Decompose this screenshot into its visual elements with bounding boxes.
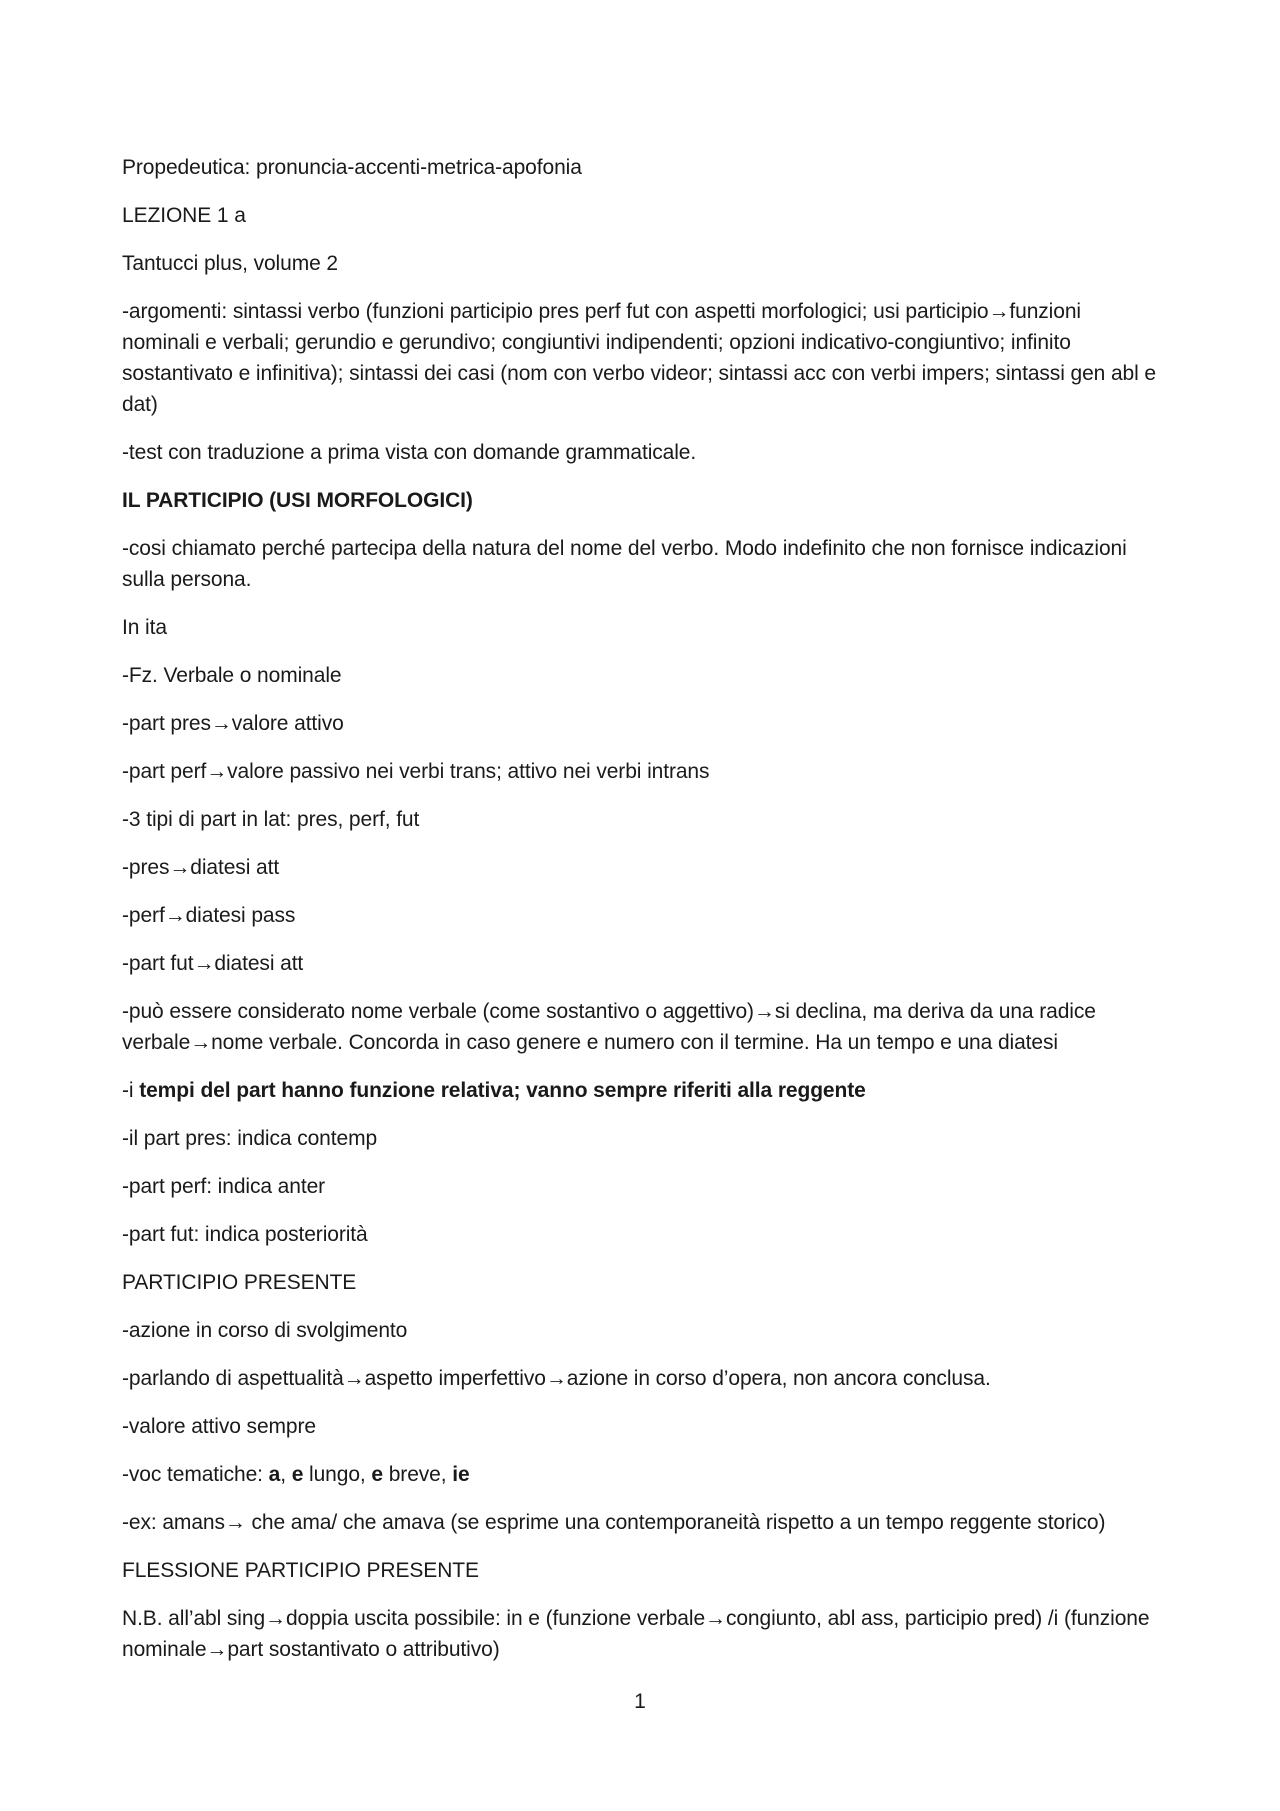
bold-text: e [371, 1463, 383, 1486]
bold-text: a [268, 1463, 281, 1486]
bold-text: ie [452, 1463, 470, 1486]
bold-text: e [291, 1463, 304, 1486]
text-run: FLESSIONE PARTICIPIO PRESENTE [122, 1559, 479, 1582]
text-run: -azione in corso di svolgimento [122, 1319, 408, 1342]
paragraph [122, 708, 1162, 739]
text-run: -part perf [122, 760, 207, 783]
text-run: -part fut: indica posteriorità [122, 1223, 368, 1246]
text-run: -3 tipi di part in lat: pres, perf, fut [122, 808, 420, 831]
text-run: -argomenti: sintassi verbo (funzioni participio pres perf fut con aspetti morfologici; usi participio [122, 300, 989, 323]
arrow-right-icon: → [988, 300, 1010, 323]
text-run: -part pres [122, 712, 211, 735]
text-run: che ama/ che amava (se esprime una contemporaneità rispetto a un tempo reggente storico) [245, 1511, 1106, 1534]
arrow-right-icon: → [753, 1000, 775, 1023]
text-run: breve, [382, 1463, 453, 1486]
text-run: valore passivo nei verbi trans; attivo nei verbi intrans [227, 760, 710, 783]
paragraph [122, 1267, 1162, 1298]
text-run: -il part pres: indica contemp [122, 1127, 378, 1150]
paragraph [122, 804, 1162, 835]
text-run: funzioni nominali e verbali; gerundio e gerundivo; congiuntivi indipendenti; opzioni indicativo-congiuntivo; infinito sostantivato e infinitiva); sintassi dei casi (nom con verbo videor; sintassi acc con verbi impers; sintassi gen abl e dat) [122, 300, 1157, 416]
arrow-right-icon: → [545, 1367, 567, 1390]
text-run: -perf [122, 904, 165, 927]
text-run: N.B. all’abl sing [122, 1607, 266, 1630]
text-run: doppia uscita possibile: in e (funzione verbale [285, 1607, 706, 1630]
paragraph [122, 1171, 1162, 1202]
text-run: -part fut [122, 952, 194, 975]
text-run: -può essere considerato nome verbale (come sostantivo o aggettivo) [122, 1000, 754, 1023]
arrow-right-icon: → [343, 1367, 365, 1390]
paragraph [122, 1075, 1162, 1106]
text-run: si declina, ma deriva da una radice verbale [122, 1000, 1096, 1054]
paragraph [122, 1315, 1162, 1346]
paragraph [122, 1459, 1162, 1490]
arrow-right-icon: → [705, 1607, 726, 1630]
text-run: valore attivo [231, 712, 344, 735]
paragraph [122, 1219, 1162, 1250]
text-run: -pres [122, 856, 170, 879]
arrow-right-icon: → [224, 1511, 246, 1534]
text-run: congiunto, abl ass, participio pred) /i (funzione nominale [122, 1607, 1150, 1661]
paragraph [122, 200, 1162, 231]
text-run: -parlando di aspettualità [122, 1367, 344, 1390]
arrow-right-icon: → [265, 1607, 286, 1630]
arrow-right-icon: → [193, 952, 215, 975]
text-run: part sostantivato o attributivo) [227, 1638, 500, 1661]
paragraph [122, 152, 1162, 183]
text-run: azione in corso d’opera, non ancora conclusa. [566, 1367, 991, 1390]
paragraph [122, 660, 1162, 691]
arrow-right-icon: → [164, 904, 186, 927]
text-run: lungo, [303, 1463, 372, 1486]
text-run: -ex: amans [122, 1511, 225, 1534]
paragraph [122, 852, 1162, 883]
paragraph [122, 1603, 1162, 1665]
arrow-right-icon: → [206, 760, 228, 783]
text-run: nome verbale. Concorda in caso genere e numero con il termine. Ha un tempo e una diatesi [211, 1031, 1058, 1054]
text-run: diatesi pass [185, 904, 296, 927]
paragraph [122, 1123, 1162, 1154]
paragraph [122, 485, 1162, 516]
text-run: -Fz. Verbale o nominale [122, 664, 342, 687]
text-run: , [280, 1463, 292, 1486]
text-run: diatesi att [214, 952, 304, 975]
paragraph [122, 1411, 1162, 1442]
paragraph [122, 1507, 1162, 1538]
paragraph [122, 296, 1162, 420]
paragraph [122, 248, 1162, 279]
arrow-right-icon: → [210, 712, 232, 735]
page-number: 1 [634, 1690, 646, 1713]
text-run: -voc tematiche: [122, 1463, 269, 1486]
text-run: -test con traduzione a prima vista con domande grammaticale. [122, 441, 697, 464]
bold-text: IL PARTICIPIO (USI MORFOLOGICI) [122, 489, 473, 512]
text-run: -part perf: indica anter [122, 1175, 326, 1198]
paragraph [122, 948, 1162, 979]
text-run: Propedeutica: pronuncia-accenti-metrica-apofonia [122, 156, 582, 179]
paragraph [122, 756, 1162, 787]
arrow-right-icon: → [206, 1638, 228, 1661]
paragraph [122, 996, 1162, 1058]
paragraph [122, 900, 1162, 931]
paragraph [122, 612, 1162, 643]
text-run: diatesi att [190, 856, 280, 879]
text-run: aspetto imperfettivo [364, 1367, 546, 1390]
arrow-right-icon: → [169, 856, 191, 879]
text-run: -valore attivo sempre [122, 1415, 316, 1438]
arrow-right-icon: → [190, 1031, 212, 1054]
text-run: -i [122, 1079, 140, 1102]
paragraph [122, 437, 1162, 468]
document-body [122, 152, 1162, 1682]
paragraph [122, 533, 1162, 595]
paragraph [122, 1363, 1162, 1394]
text-run: Tantucci plus, volume 2 [122, 252, 338, 275]
text-run: -cosi chiamato perché partecipa della natura del nome del verbo. Modo indefinito che non fornisce indicazioni sulla persona. [122, 537, 1127, 591]
bold-text: tempi del part hanno funzione relativa; vanno sempre riferiti alla reggente [139, 1079, 866, 1102]
paragraph [122, 1555, 1162, 1586]
text-run: PARTICIPIO PRESENTE [122, 1271, 357, 1294]
text-run: LEZIONE 1 a [122, 204, 246, 227]
text-run: In ita [122, 616, 167, 639]
